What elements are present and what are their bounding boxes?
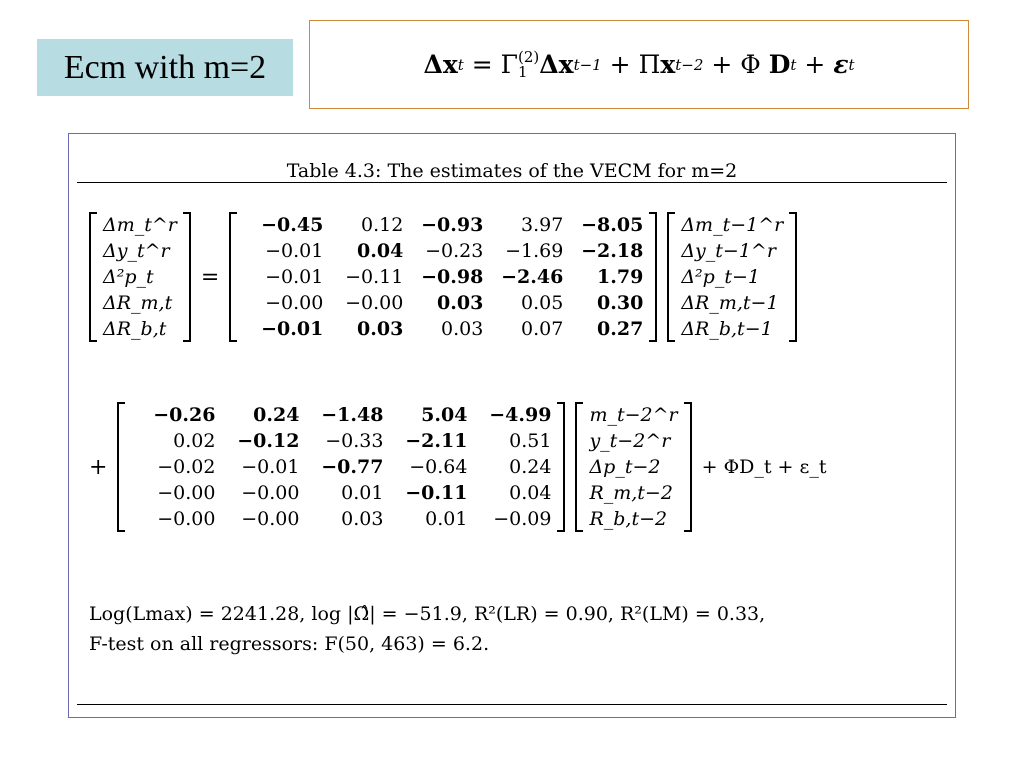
matrix-cell: −0.01 bbox=[265, 240, 324, 262]
matrix-cell: −0.00 bbox=[157, 482, 216, 504]
matrix-cell: 0.04 bbox=[509, 482, 552, 504]
matrix-cell: −8.05 bbox=[581, 214, 644, 236]
epsilon-term: ε bbox=[833, 50, 849, 79]
gamma-matrix bbox=[237, 212, 649, 342]
bracket-left bbox=[117, 402, 125, 532]
matrix-cell: 0.01 bbox=[425, 508, 468, 530]
vector-entry: Δy_t−1^r bbox=[681, 240, 776, 262]
vector-entry: R_b,t−2 bbox=[589, 508, 668, 530]
vector-entry: ΔR_m,t bbox=[103, 292, 173, 314]
matrix-cell: −1.48 bbox=[321, 404, 384, 426]
equation-block-1 bbox=[89, 212, 797, 342]
plus-1: + bbox=[609, 50, 631, 79]
matrix-cell: −0.45 bbox=[261, 214, 324, 236]
matrix-cell: 0.12 bbox=[361, 214, 404, 236]
matrix-cell: 0.04 bbox=[357, 240, 404, 262]
matrix-cell: −0.01 bbox=[261, 318, 324, 340]
vecm-table bbox=[68, 133, 956, 718]
vector-entry: R_m,t−2 bbox=[589, 482, 673, 504]
matrix-cell: 0.01 bbox=[341, 482, 384, 504]
matrix-cell: −0.23 bbox=[425, 240, 484, 262]
gamma-symbol: Γ bbox=[500, 50, 518, 79]
phi-symbol: Φ bbox=[740, 50, 761, 79]
plus-2: + bbox=[711, 50, 733, 79]
matrix-cell: −0.00 bbox=[345, 292, 404, 314]
matrix-cell: −0.01 bbox=[241, 456, 300, 478]
vector-entry: Δy_t^r bbox=[103, 240, 170, 262]
matrix-cell: 0.24 bbox=[509, 456, 552, 478]
vector-entry: Δm_t^r bbox=[103, 214, 177, 236]
matrix-cell: −0.00 bbox=[241, 508, 300, 530]
bracket-right bbox=[789, 212, 797, 342]
matrix-cell: 0.07 bbox=[521, 318, 564, 340]
lag2-vector bbox=[583, 402, 683, 532]
matrix-cell: −0.00 bbox=[157, 508, 216, 530]
matrix-cell: −1.69 bbox=[505, 240, 564, 262]
matrix-cell: −0.64 bbox=[409, 456, 468, 478]
lhs-sub: t bbox=[457, 55, 464, 74]
term2: x bbox=[660, 50, 676, 79]
gamma-sup: (2) bbox=[518, 47, 540, 66]
matrix-cell: 0.24 bbox=[253, 404, 300, 426]
matrix-cell: −0.00 bbox=[265, 292, 324, 314]
bottom-rule bbox=[77, 704, 947, 705]
vector-entry: Δ²p_t−1 bbox=[681, 266, 760, 288]
stats-line-1: Log(Lmax) = 2241.28, log |Ω̂| = −51.9, R²(LR) = 0.90, R²(LM) = 0.33, bbox=[89, 603, 766, 625]
epsilon-sub: t bbox=[848, 55, 855, 74]
vector-entry: Δm_t−1^r bbox=[681, 214, 784, 236]
matrix-cell: 0.02 bbox=[173, 430, 216, 452]
matrix-cell: −0.11 bbox=[345, 266, 404, 288]
vector-entry: Δ²p_t bbox=[103, 266, 154, 288]
matrix-cell: −0.12 bbox=[237, 430, 300, 452]
vector-entry: ΔR_b,t−1 bbox=[681, 318, 773, 340]
matrix-cell: 0.03 bbox=[437, 292, 484, 314]
vector-entry: m_t−2^r bbox=[589, 404, 678, 426]
term1-sub: t−1 bbox=[573, 55, 602, 74]
equation-block-2 bbox=[89, 402, 827, 532]
matrix-cell: −0.93 bbox=[421, 214, 484, 236]
plus-3: + bbox=[804, 50, 826, 79]
stats-line-2: F-test on all regressors: F(50, 463) = 6.2. bbox=[89, 633, 490, 655]
table-caption: Table 4.3: The estimates of the VECM for m=2 bbox=[286, 160, 738, 182]
matrix-cell: 1.79 bbox=[597, 266, 644, 288]
vecm-equation bbox=[309, 20, 969, 109]
matrix-cell: −0.01 bbox=[265, 266, 324, 288]
matrix-cell: −0.26 bbox=[153, 404, 216, 426]
bracket-left bbox=[229, 212, 237, 342]
lag1-vector bbox=[675, 212, 789, 342]
term1: Δx bbox=[539, 50, 574, 79]
equals-sign: = bbox=[200, 264, 220, 290]
phi-epsilon-tail: + ΦD_t + ε_t bbox=[701, 456, 827, 478]
matrix-cell: −4.99 bbox=[489, 404, 552, 426]
matrix-cell: −0.98 bbox=[421, 266, 484, 288]
stats-block bbox=[89, 599, 765, 659]
bracket-right bbox=[183, 212, 191, 342]
d-term: D bbox=[768, 50, 791, 79]
slide-title: Ecm with m=2 bbox=[37, 39, 293, 96]
matrix-cell: −2.11 bbox=[405, 430, 468, 452]
vector-entry: y_t−2^r bbox=[589, 430, 671, 452]
matrix-cell: −2.46 bbox=[501, 266, 564, 288]
matrix-cell: 0.03 bbox=[341, 508, 384, 530]
bracket-right bbox=[684, 402, 692, 532]
matrix-cell: 0.05 bbox=[521, 292, 564, 314]
matrix-cell: −0.09 bbox=[493, 508, 552, 530]
bracket-right bbox=[557, 402, 565, 532]
lhs-vector bbox=[97, 212, 183, 342]
equals-sign: = bbox=[471, 50, 493, 79]
lhs-term: Δx bbox=[423, 50, 458, 79]
plus-sign: + bbox=[89, 454, 108, 480]
vector-entry: Δp_t−2 bbox=[589, 456, 661, 478]
vector-entry: ΔR_m,t−1 bbox=[681, 292, 779, 314]
matrix-cell: −0.02 bbox=[157, 456, 216, 478]
matrix-cell: 3.97 bbox=[521, 214, 564, 236]
matrix-cell: −0.11 bbox=[405, 482, 468, 504]
gamma-sub: 1 bbox=[518, 62, 528, 81]
vector-entry: ΔR_b,t bbox=[103, 318, 167, 340]
caption-rule bbox=[77, 182, 947, 183]
bracket-left bbox=[89, 212, 97, 342]
bracket-left bbox=[575, 402, 583, 532]
d-sub: t bbox=[790, 55, 797, 74]
matrix-cell: 0.27 bbox=[597, 318, 644, 340]
matrix-cell: 5.04 bbox=[421, 404, 468, 426]
matrix-cell: −0.00 bbox=[241, 482, 300, 504]
matrix-cell: −0.77 bbox=[321, 456, 384, 478]
matrix-cell: 0.51 bbox=[509, 430, 552, 452]
pi-matrix bbox=[125, 402, 557, 532]
matrix-cell: 0.03 bbox=[441, 318, 484, 340]
bracket-left bbox=[667, 212, 675, 342]
bracket-right bbox=[649, 212, 657, 342]
matrix-cell: 0.03 bbox=[357, 318, 404, 340]
matrix-cell: 0.30 bbox=[597, 292, 644, 314]
term2-sub: t−2 bbox=[675, 55, 704, 74]
matrix-cell: −2.18 bbox=[581, 240, 644, 262]
matrix-cell: −0.33 bbox=[325, 430, 384, 452]
pi-symbol: Π bbox=[638, 50, 661, 79]
